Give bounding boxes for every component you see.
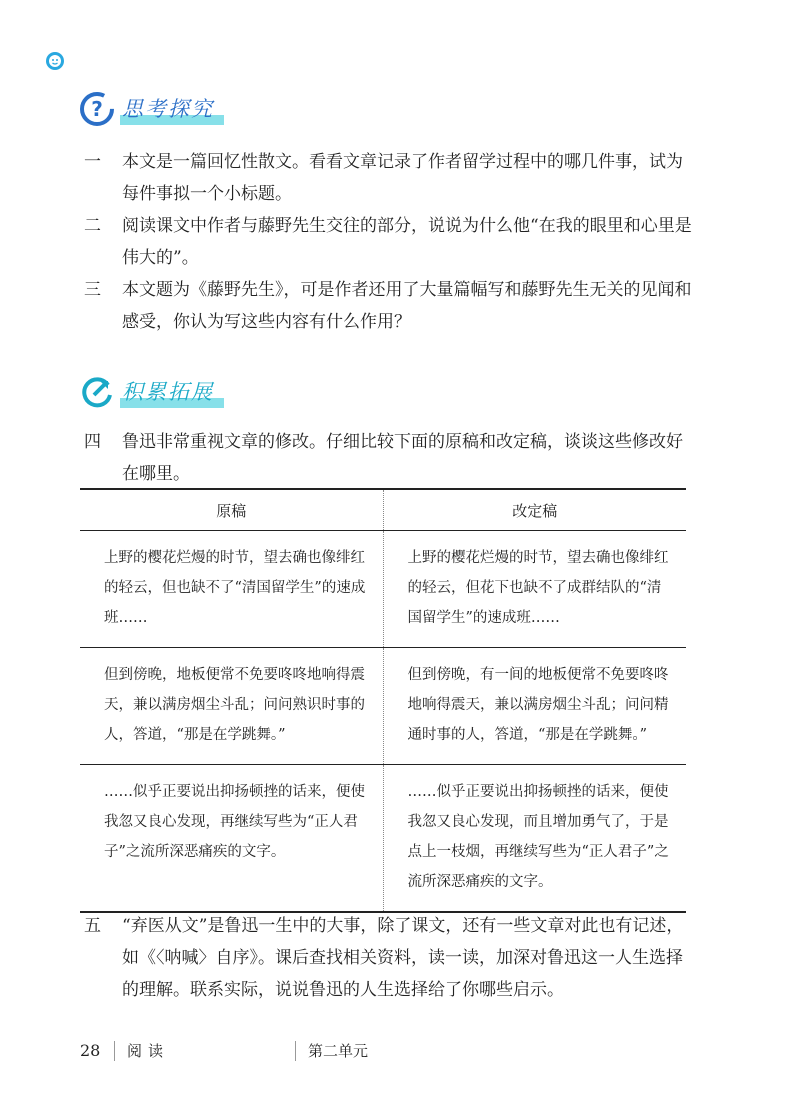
header-original: 原稿 [80, 489, 383, 531]
question-2: 二 阅读课文中作者与藤野先生交往的部分，说说为什么他“在我的眼里和心里是伟大的”。 [84, 216, 692, 268]
svg-text:?: ? [91, 97, 103, 121]
section-title-accumulate: 积累拓展 [120, 376, 224, 408]
cell-original: 上野的樱花烂熳的时节，望去确也像绯红的轻云，但也缺不了“清国留学生”的速成班…… [80, 531, 383, 648]
cell-revised: ……似乎正要说出抑扬顿挫的话来，便使我忽又良心发现，而且增加勇气了，于是点上一枝烟，再继续写些为“正人君子”之流所深恶痛疾的文字。 [383, 765, 686, 913]
question-5: 五 “弃医从文”是鲁迅一生中的大事，除了课文，还有一些文章对此也有记述，如《〈呐喊〉自序》。课后查找相关资料，读一读，加深对鲁迅这一人生选择的理解。联系实际，说说鲁迅的人生选择给了你哪些启示。 [84, 916, 684, 1000]
circular-arrow-icon [80, 375, 114, 409]
table-row [80, 765, 686, 913]
cell-revised: 但到傍晚，有一间的地板便常不免要咚咚地响得震天，兼以满房烟尘斗乱；问问精通时事的人，答道，“那是在学跳舞。” [383, 648, 686, 765]
smiley-icon [44, 50, 66, 72]
question-3: 三 本文题为《藤野先生》，可是作者还用了大量篇幅写和藤野先生无关的见闻和感受，你认为写这些内容有什么作用？ [84, 280, 692, 332]
cell-original: ……似乎正要说出抑扬顿挫的话来，便使我忽又良心发现，再继续写些为“正人君子”之流所深恶痛疾的文字。 [80, 765, 383, 913]
comparison-table [80, 488, 686, 913]
section-header-accumulate [80, 375, 224, 409]
table-row [80, 531, 686, 648]
footer-divider [114, 1041, 115, 1061]
section-title-think: 思考探究 [120, 93, 224, 125]
footer-part: 阅读 [127, 1042, 170, 1060]
cell-original: 但到傍晚，地板便常不免要咚咚地响得震天，兼以满房烟尘斗乱；问问熟识时事的人，答道，“那是在学跳舞。” [80, 648, 383, 765]
question-mark-icon [80, 92, 114, 126]
cell-revised: 上野的樱花烂熳的时节，望去确也像绯红的轻云，但花下也缺不了成群结队的“清国留学生”的速成班…… [383, 531, 686, 648]
page-number: 28 [80, 1041, 101, 1060]
table-header-row [80, 489, 686, 531]
header-revised: 改定稿 [383, 489, 686, 531]
question-1: 一 本文是一篇回忆性散文。看看文章记录了作者留学过程中的哪几件事，试为每件事拟一个小标题。 [84, 152, 683, 204]
footer-divider [295, 1041, 296, 1061]
table-row [80, 648, 686, 765]
section-header-think [80, 92, 224, 126]
footer-unit: 第二单元 [308, 1042, 369, 1060]
question-4: 四 鲁迅非常重视文章的修改。仔细比较下面的原稿和改定稿，谈谈这些修改好在哪里。 [84, 432, 683, 484]
page-footer [80, 1040, 368, 1061]
